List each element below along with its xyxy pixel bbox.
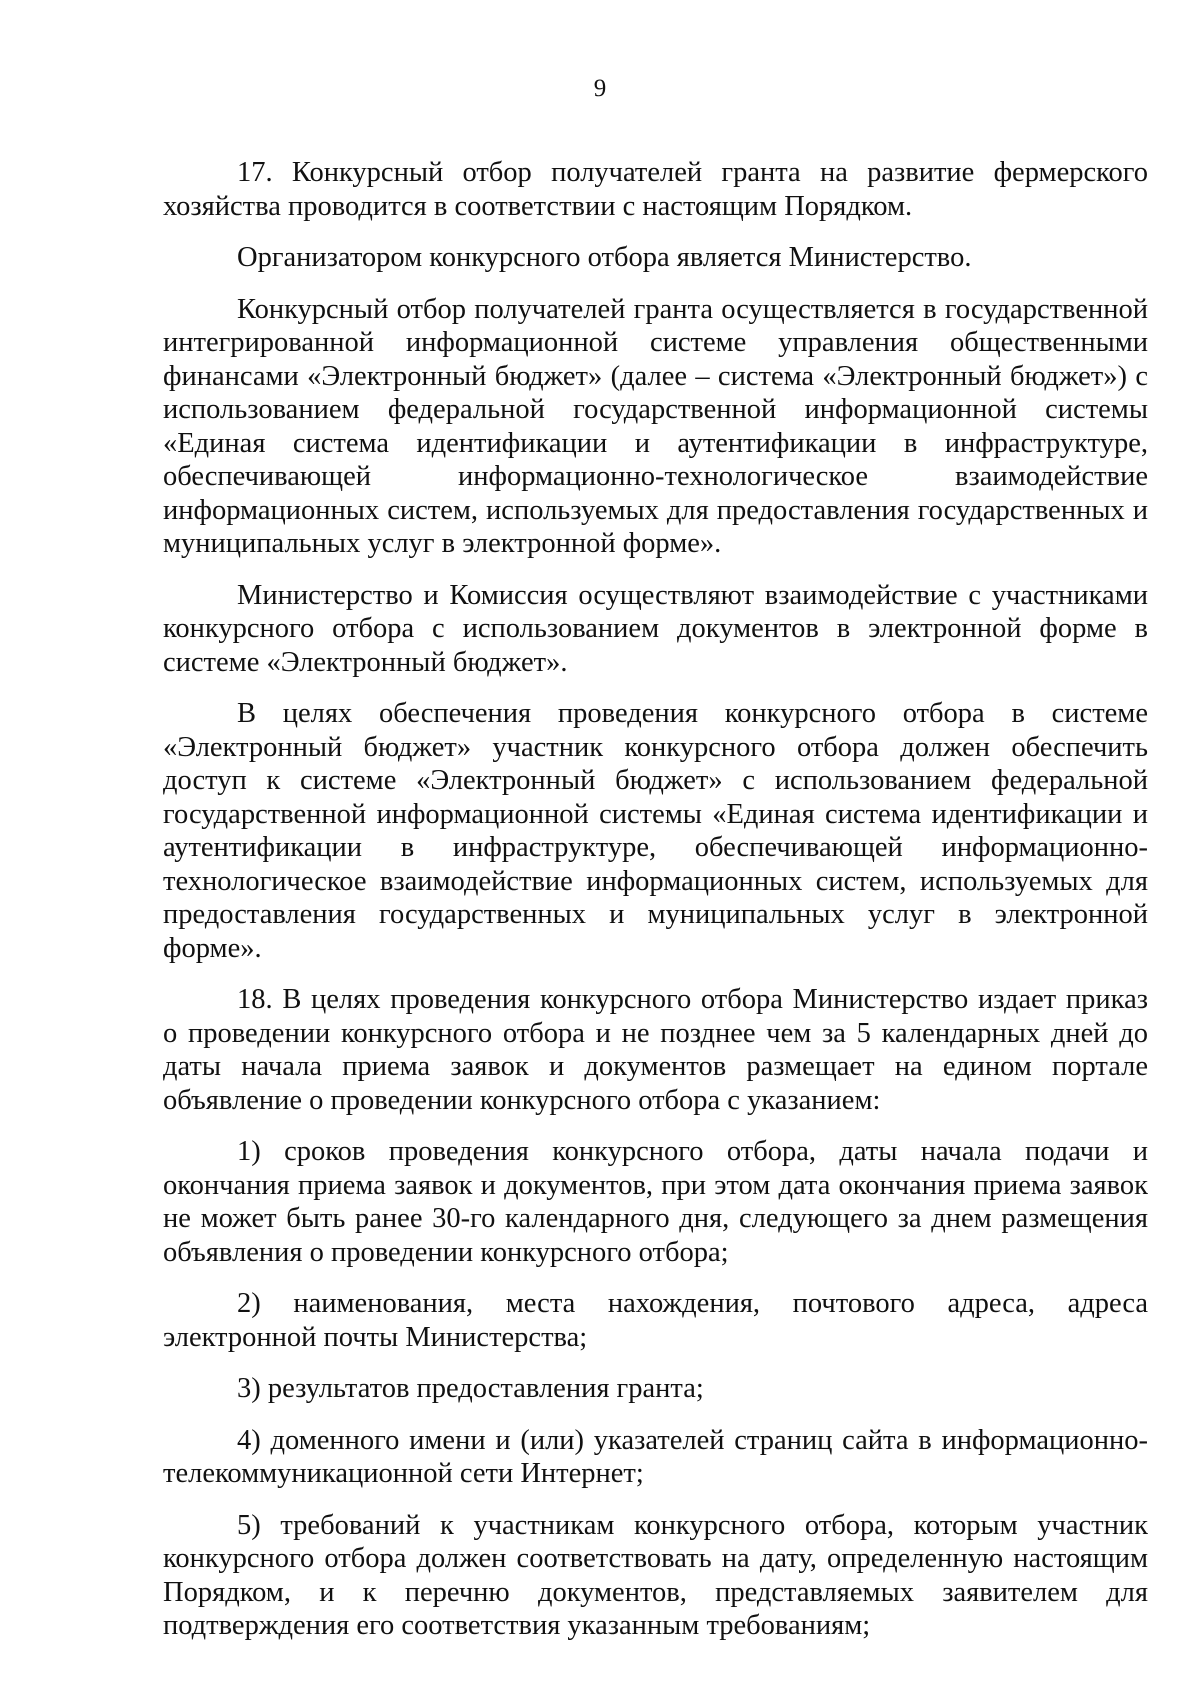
- list-item-3: 3) результатов предоставления гранта;: [237, 1373, 704, 1404]
- page-number: 9: [593, 75, 607, 102]
- paragraph-access: В целях обеспечения проведения конкурсного отбора в системе «Электронный бюджет» участник конкурсного отбора должен обеспечить доступ к системе «Электронный бюджет» с использованием федеральной государственной информационной системы «Единая система идентификации и аутентификации в инфраструктуре, обеспечивающей информационно-технологическое взаимодействие информационных систем, используемых для предоставления государственных и муниципальных услуг в электронной форме».: [163, 698, 1148, 964]
- document-body: [163, 156, 1148, 1661]
- list-item-5: 5) требований к участникам конкурсного отбора, которым участник конкурсного отбора должен соответствовать на дату, определенную настоящим Порядком, и к перечню документов, представляемых заявителем для подтверждения его соответствия указанным требованиям;: [163, 1509, 1148, 1641]
- list-item-2: 2) наименования, места нахождения, почтового адреса, адреса электронной почты Министерства;: [163, 1288, 1148, 1353]
- list-item-4: 4) доменного имени и (или) указателей страниц сайта в информационно-телекоммуникационной сети Интернет;: [163, 1424, 1148, 1489]
- paragraph-interaction: Министерство и Комиссия осуществляют взаимодействие с участниками конкурсного отбора с использованием документов в электронной форме в системе «Электронный бюджет».: [163, 579, 1148, 678]
- paragraph-18: 18. В целях проведения конкурсного отбора Министерство издает приказ о проведении конкурсного отбора и не позднее чем за 5 календарных дней до даты начала приема заявок и документов размещает на едином портале объявление о проведении конкурсного отбора с указанием:: [163, 984, 1148, 1116]
- paragraph-electronic-budget-system: Конкурсный отбор получателей гранта осуществляется в государственной интегрированной информационной системе управления общественными финансами «Электронный бюджет» (далее – система «Электронный бюджет») с использованием федеральной государственной информационной системы «Единая система идентификации и аутентификации в инфраструктуре, обеспечивающей информационно-технологическое взаимодействие информационных систем, используемых для предоставления государственных и муниципальных услуг в электронной форме».: [163, 293, 1148, 559]
- paragraph-17: 17. Конкурсный отбор получателей гранта на развитие фермерского хозяйства проводится в соответствии с настоящим Порядком.: [163, 157, 1148, 222]
- list-item-1: 1) сроков проведения конкурсного отбора, даты начала подачи и окончания приема заявок и документов, при этом дата окончания приема заявок не может быть ранее 30-го календарного дня, следующего за днем размещения объявления о проведении конкурсного отбора;: [163, 1136, 1148, 1268]
- paragraph-organizer: Организатором конкурсного отбора является Министерство.: [237, 242, 972, 273]
